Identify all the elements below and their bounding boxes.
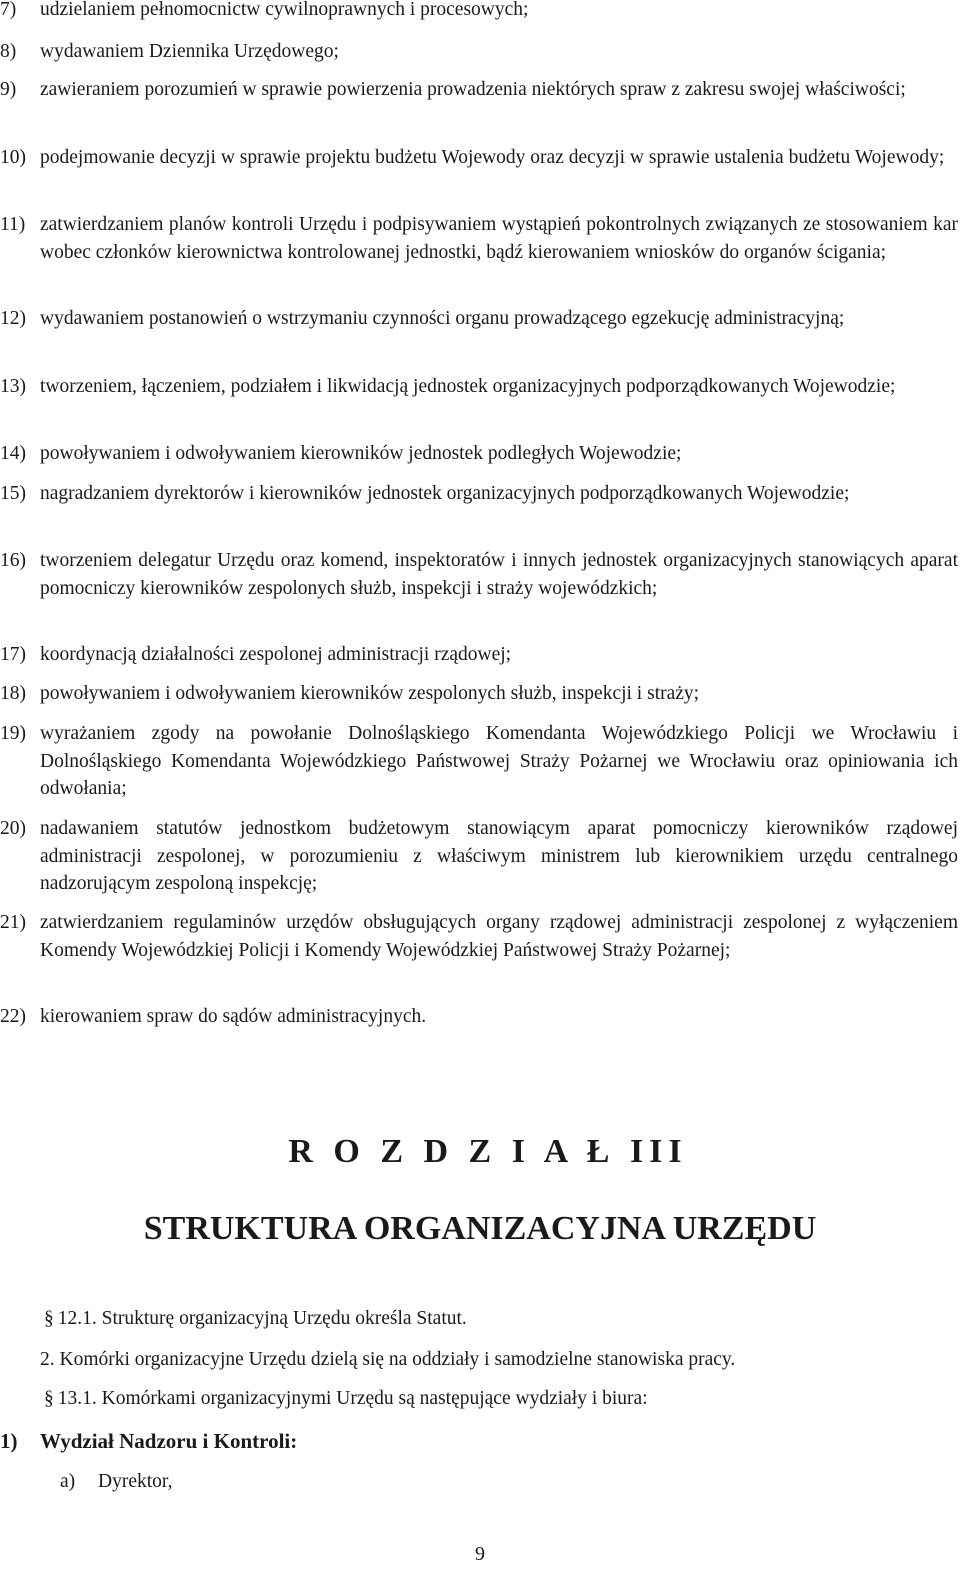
list-item: 9) zawieraniem porozumień w sprawie powierzenia prowadzenia niektórych spraw z zakresu swojej właściwości;	[0, 79, 906, 100]
list-item: 11) zatwierdzaniem planów kontroli Urzędu i podpisywaniem wystąpień pokontrolnych związanych ze stosowaniem kar wobec członków kierownictwa kontrolowanej jednostki, bądź kierowaniem wniosków do organów ścigania;	[0, 214, 958, 263]
paragraph-text: 12.1. Strukturę organizacyjną Urzędu określa Statut.	[57, 1308, 467, 1329]
list-item: 17) koordynacją działalności zespolonej administracji rządowej;	[0, 644, 512, 665]
paragraph-13-1	[44, 1385, 648, 1412]
list-item: 18) powoływaniem i odwoływaniem kierowników zespolonych służb, inspekcji i straży;	[0, 683, 700, 704]
chapter-heading: R O Z D Z I A Ł III	[288, 1133, 688, 1170]
list-item: 19) wyrażaniem zgody na powołanie Dolnośląskiego Komendanta Wojewódzkiego Policji we Wrocławiu i Dolnośląskiego Komendanta Wojewódzkiego Państwowej Straży Pożarnej we Wrocławiu oraz opiniowania ich odwołania;	[0, 723, 958, 799]
chapter-title: STRUKTURA ORGANIZACYJNA URZĘDU	[143, 1210, 817, 1247]
section-symbol: §	[44, 1308, 54, 1329]
paragraph-12-1	[44, 1305, 467, 1332]
list-item: 15) nagradzaniem dyrektorów i kierowników jednostek organizacyjnych podporządkowanych Wojewodzie;	[0, 483, 850, 504]
department-name: Wydział Nadzoru i Kontroli:	[40, 1429, 298, 1453]
department-sub-number: a)	[60, 1471, 76, 1492]
list-item: 20) nadawaniem statutów jednostkom budżetowym stanowiącym aparat pomocniczy kierowników rządowej administracji zespolonej, w porozumieniu z właściwym ministrem lub kierownikiem urzędu centralnego nadzorującym zespoloną inspekcję;	[0, 818, 958, 894]
list-item: 21) zatwierdzaniem regulaminów urzędów obsługujących organy rządowej administracji zespolonej z wyłączeniem Komendy Wojewódzkiej Policji i Komendy Wojewódzkiej Państwowej Straży Pożarnej;	[0, 912, 958, 961]
section-symbol: §	[44, 1388, 54, 1409]
list-item: 7) udzielaniem pełnomocnictw cywilnoprawnych i procesowych;	[0, 0, 529, 20]
list-item: 22) kierowaniem spraw do sądów administracyjnych.	[0, 1006, 427, 1027]
list-item: 12) wydawaniem postanowień o wstrzymaniu czynności organu prowadzącego egzekucję administracyjną;	[0, 308, 845, 329]
page-number: 9	[475, 1543, 485, 1565]
list-item: 8) wydawaniem Dziennika Urzędowego;	[0, 41, 339, 62]
department-number: 1)	[0, 1429, 18, 1453]
paragraph-text: 13.1. Komórkami organizacyjnymi Urzędu są następujące wydziały i biura:	[57, 1388, 648, 1409]
list-item: 16) tworzeniem delegatur Urzędu oraz komend, inspektoratów i innych jednostek organizacyjnych stanowiących aparat pomocniczy kierowników zespolonych służb, inspekcji i straży wojewódzkich;	[0, 550, 958, 599]
list-item: 14) powoływaniem i odwoływaniem kierowników jednostek podległych Wojewodzie;	[0, 443, 682, 464]
department-sub-item: Dyrektor,	[98, 1471, 173, 1492]
list-item: 13) tworzeniem, łączeniem, podziałem i likwidacją jednostek organizacyjnych podporządkowanych Wojewodzie;	[0, 376, 896, 397]
paragraph-12-2: 2. Komórki organizacyjne Urzędu dzielą się na oddziały i samodzielne stanowiska pracy.	[40, 1349, 736, 1370]
list-item: 10) podejmowanie decyzji w sprawie projektu budżetu Wojewody oraz decyzji w sprawie ustalenia budżetu Wojewody;	[0, 147, 945, 168]
